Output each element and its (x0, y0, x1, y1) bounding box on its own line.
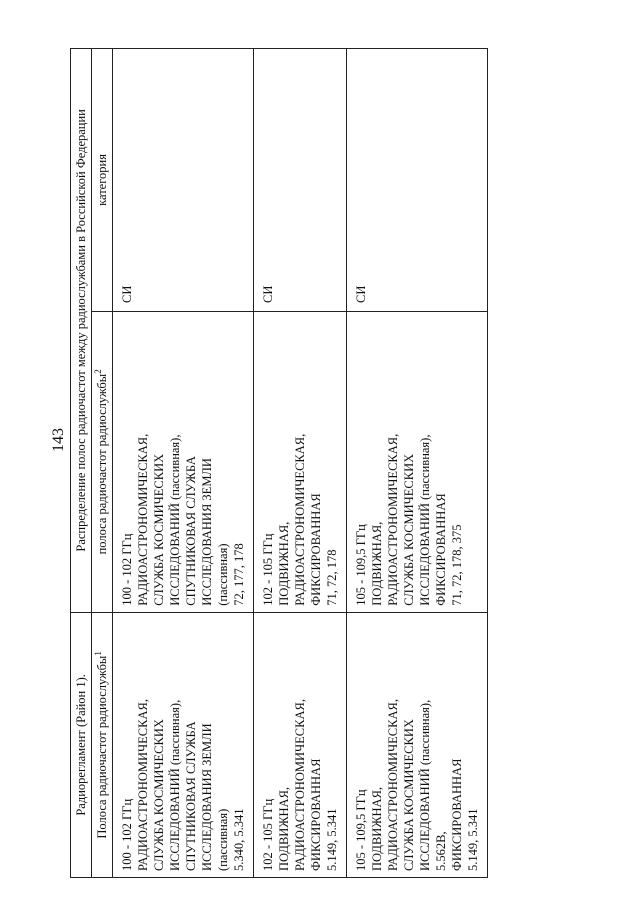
allocation-table (70, 48, 488, 878)
rf-allocation-cell: 105 - 109,5 ГГц ПОДВИЖНАЯ, РАДИОАСТРОНОМИЧЕСКАЯ, СЛУЖБА КОСМИЧЕСКИХ ИССЛЕДОВАНИЙ (пассивная), ФИКСИРОВАННАЯ 71, 72, 178, 375 (347, 311, 488, 612)
header-regulations-group: Радиорегламент (Район 1). (71, 612, 92, 877)
header-category-column: категория (92, 49, 113, 312)
page-number: 143 (50, 428, 67, 452)
table-row (254, 49, 347, 878)
rf-allocation-cell: 102 - 105 ГГц ПОДВИЖНАЯ, РАДИОАСТРОНОМИЧЕСКАЯ, ФИКСИРОВАННАЯ 71, 72, 178 (254, 311, 347, 612)
table-row (347, 49, 488, 878)
category-cell: СИ (254, 49, 347, 312)
header-itu-band-label: Полоса радиочастот радиослужбы (95, 655, 109, 839)
header-itu-band-column (92, 612, 113, 877)
itu-allocation-cell: 100 - 102 ГГц РАДИОАСТРОНОМИЧЕСКАЯ, СЛУЖБА КОСМИЧЕСКИХ ИССЛЕДОВАНИЙ (пассивная), СПУТНИКОВАЯ СЛУЖБА ИССЛЕДОВАНИЯ ЗЕМЛИ (пассивная) 5.340, 5.341 (113, 612, 254, 877)
category-cell: СИ (347, 49, 488, 312)
allocation-table-sheet (70, 48, 540, 878)
footnote-marker-2: 2 (92, 369, 103, 374)
rf-allocation-cell: 100 - 102 ГГц РАДИОАСТРОНОМИЧЕСКАЯ, СЛУЖБА КОСМИЧЕСКИХ ИССЛЕДОВАНИЙ (пассивная), СПУТНИКОВАЯ СЛУЖБА ИССЛЕДОВАНИЯ ЗЕМЛИ (пассивная) 72, 177, 178 (113, 311, 254, 612)
category-cell: СИ (113, 49, 254, 312)
itu-allocation-cell: 102 - 105 ГГц ПОДВИЖНАЯ, РАДИОАСТРОНОМИЧЕСКАЯ, ФИКСИРОВАННАЯ 5.149, 5.341 (254, 612, 347, 877)
footnote-marker-1: 1 (92, 651, 103, 656)
header-rf-allocation-group: Распределение полос радиочастот между радиослужбами в Российской Федерации (71, 49, 92, 613)
header-rf-band-column (92, 311, 113, 612)
table-row (113, 49, 254, 878)
header-rf-band-label: полоса радиочастот радиослужбы (95, 373, 109, 555)
itu-allocation-cell: 105 - 109,5 ГГц ПОДВИЖНАЯ, РАДИОАСТРОНОМИЧЕСКАЯ, СЛУЖБА КОСМИЧЕСКИХ ИССЛЕДОВАНИЙ (пассивная), 5.562B, ФИКСИРОВАННАЯ 5.149, 5.341 (347, 612, 488, 877)
